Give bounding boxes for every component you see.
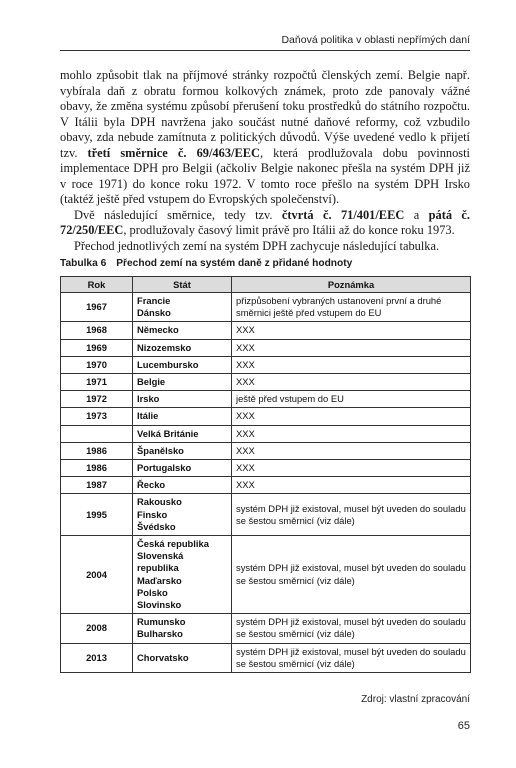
note-line: se šestou směrnicí (viz dále) [236,574,355,586]
state-cell [133,425,232,442]
year-cell: 1973 [61,408,133,425]
note-cell [232,408,471,425]
bold-term: pátá č. 72/250/EEC [60,207,471,237]
state-name: Chorvatsko [137,651,189,663]
note-line: XXX [236,324,255,336]
year-cell: 2013 [61,643,133,672]
state-name: Německo [137,324,179,336]
year-cell: 1969 [61,339,133,356]
state-cell [133,536,232,614]
year-cell: 1971 [61,374,133,391]
note-line: se šestou směrnicí (viz dále) [236,514,355,526]
state-cell [133,391,232,408]
state-cell [133,442,232,459]
year-cell: 1967 [61,293,133,322]
state-name: Belgie [137,376,166,388]
table-caption-number: Tabulka 6 [60,258,107,269]
state-name: Slovinsko [137,599,182,611]
note-line: systém DPH již existoval, musel být uveden do souladu [236,502,466,514]
paragraph-text: Dvě následující směrnice, tedy tzv. [74,207,282,222]
state-cell [133,614,232,643]
state-name: Česká republika [137,538,209,550]
state-name: Francie [137,295,171,306]
note-cell [232,339,471,356]
state-name: Itálie [137,410,159,422]
note-cell [232,494,471,536]
state-name: Slovenská republika [137,550,184,574]
state-cell [133,477,232,494]
note-line: XXX [236,444,255,456]
column-header-state: Stát [133,277,232,293]
year-cell: 1986 [61,460,133,477]
table-row [61,391,471,408]
year-cell: 2008 [61,614,133,643]
table-caption [60,258,352,269]
year-cell: 1986 [61,442,133,459]
state-name: Nizozemsko [137,341,192,353]
state-name: Rakousko [137,496,182,508]
state-name: Bulharsko [137,628,183,640]
state-cell [133,339,232,356]
state-cell [133,494,232,536]
paragraph-text: , která prodlužovala dobu povinnosti implementace DPH pro Belgii (ačkoliv Belgie nakonec přešla na systém DPH již v roce 1971) do konce roku 1972. V tomto roce přešlo na systém DPH Irsko (taktéž ještě před vstupem do Evropských společenství). [60,145,470,206]
bold-term: třetí směrnice č. 69/463/EEC [87,145,260,160]
bold-term: čtvrtá č. 71/401/EEC [281,207,405,222]
state-name: Irsko [137,393,160,405]
paragraph: Přechod jednotlivých zemí na systém DPH zachycuje následující tabulka. [74,238,440,253]
note-line: XXX [236,410,255,422]
note-line: XXX [236,427,255,439]
state-name: Rumunsko [137,616,186,628]
state-cell [133,322,232,339]
note-line: ještě před vstupem do EU [236,393,344,405]
table-row [61,339,471,356]
note-line: XXX [236,479,255,491]
state-cell [133,408,232,425]
note-cell [232,614,471,643]
table-row [61,460,471,477]
paragraph [60,68,470,208]
paragraph [60,208,470,239]
table-row [61,477,471,494]
note-cell [232,374,471,391]
note-line: se šestou směrnicí (viz dále) [236,657,355,669]
column-header-note: Poznámka [232,277,471,293]
table-caption-title: Přechod zemí na systém daně z přidané hodnoty [116,258,353,269]
year-cell: 1995 [61,494,133,536]
note-cell [232,322,471,339]
note-cell [232,477,471,494]
state-name: Portugalsko [137,462,192,474]
table-row [61,425,471,442]
state-name: Polsko [137,586,168,598]
paragraph-text: mohlo způsobit tlak na příjmové stránky rozpočtů členských zemí. Belgie např. vybírala daň z obratu formou kolkových známek, proto zde panovaly vážné obavy, že změna systému způsobí přerušení toku prostředků do státního rozpočtu. V Itálii byla DPH navržena jako součást nutné daňové reformy, což vzbudilo obavy, zda nebude zamítnuta z politických důvodů. Výše uvedené vedlo k přijetí tzv. [60,68,470,160]
paragraph-text: a [404,207,429,222]
state-cell [133,293,232,322]
state-cell [133,356,232,373]
note-line: přizpůsobení vybraných ustanovení první a druhé [236,295,442,306]
note-line: systém DPH již existoval, musel být uveden do souladu [236,616,466,628]
table-row [61,356,471,373]
note-line: XXX [236,462,255,474]
state-name: Španělsko [137,444,184,456]
body-text [60,68,470,254]
note-cell [232,293,471,322]
year-cell: 1987 [61,477,133,494]
note-line: systém DPH již existoval, musel být uveden do souladu [236,645,466,657]
table-row [61,494,471,536]
table-source: Zdroj: vlastní zpracování [361,694,470,705]
note-line: XXX [236,358,255,370]
table-row [61,293,471,322]
vat-transition-table [60,276,471,673]
table-row [61,643,471,672]
year-cell [61,425,133,442]
state-name: Řecko [137,479,166,491]
state-name: Lucembursko [137,358,199,370]
year-cell: 1968 [61,322,133,339]
column-header-year: Rok [61,277,133,293]
table-header-row [61,277,471,293]
note-line: směrnici ještě před vstupem do EU [236,307,382,319]
note-cell [232,643,471,672]
table-row [61,614,471,643]
year-cell: 1972 [61,391,133,408]
table-row [61,536,471,614]
state-name: Maďarsko [137,574,182,586]
note-cell [232,425,471,442]
note-line: systém DPH již existoval, musel být uveden do souladu [236,562,466,574]
state-name: Velká Británie [137,427,199,439]
note-line: se šestou směrnicí (viz dále) [236,628,355,640]
table-row [61,374,471,391]
paragraph-text: , prodlužovaly časový limit právě pro Itálii až do konce roku 1973. [123,223,455,237]
note-cell [232,442,471,459]
table-row [61,442,471,459]
header-rule [60,50,470,51]
state-name: Švédsko [137,520,176,532]
table-row [61,322,471,339]
state-cell [133,460,232,477]
state-cell [133,374,232,391]
year-cell: 2004 [61,536,133,614]
state-name: Finsko [137,508,168,520]
page-number: 65 [457,720,470,732]
state-cell [133,643,232,672]
note-cell [232,356,471,373]
table-row [61,408,471,425]
note-cell [232,460,471,477]
running-header: Daňová politika v oblasti nepřímých daní [281,34,470,46]
note-cell [232,391,471,408]
note-cell [232,536,471,614]
note-line: XXX [236,341,255,353]
year-cell: 1970 [61,356,133,373]
state-name: Dánsko [137,307,171,319]
note-line: XXX [236,376,255,388]
